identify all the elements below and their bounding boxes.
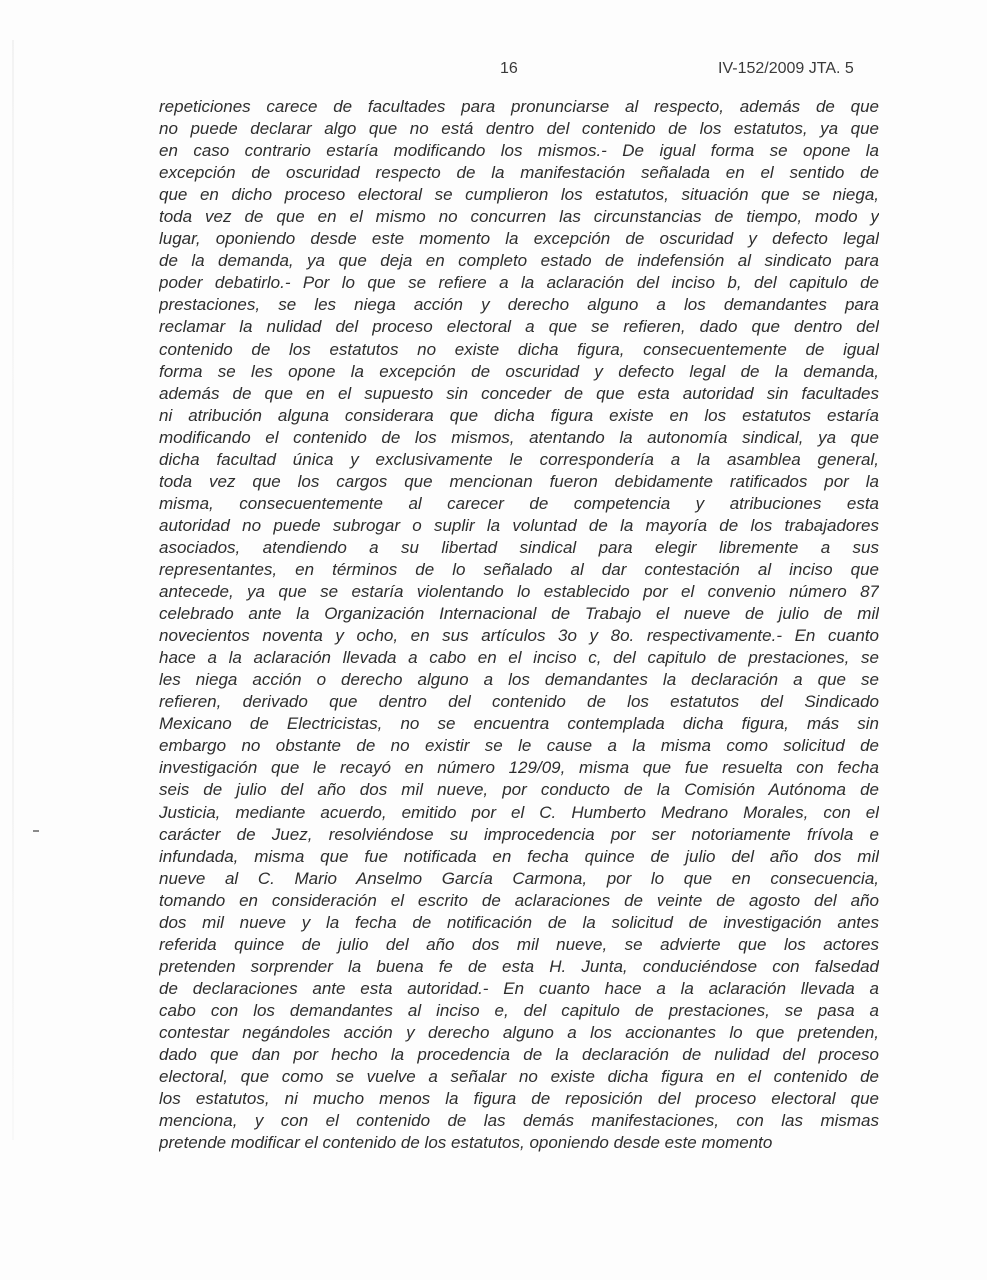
text-line: seis de julio del año dos mil nueve, por conducto de la Comisión Autónoma de	[159, 780, 879, 800]
text-line: asociados, atendiendo a su libertad sindical para elegir libremente a sus	[159, 537, 879, 557]
text-line: misma, consecuentemente al carecer de competencia y atribuciones esta	[159, 493, 879, 513]
text-line: toda vez que los cargos que mencionan fueron debidamente ratificados por la	[159, 471, 879, 491]
text-line: además de que en el supuesto sin conceder de que esta autoridad sin facultades	[159, 383, 879, 403]
document-reference: IV-152/2009 JTA. 5	[718, 60, 854, 77]
text-line: hace a la aclaración llevada a cabo en el inciso c, del capitulo de prestaciones, se	[159, 648, 879, 668]
text-line: menciona, y con el contenido de las demás manifestaciones, con las mismas	[159, 1111, 879, 1131]
page-number: 16	[500, 60, 518, 77]
text-line: que en dicho proceso electoral se cumplieron los estatutos, situación que se niega,	[159, 185, 879, 205]
text-line: toda vez de que en el mismo no concurren las circunstancias de tiempo, modo y	[159, 207, 879, 227]
text-line: autoridad no puede subrogar o suplir la voluntad de la mayoría de los trabajadores	[159, 515, 879, 535]
text-line: contenido de los estatutos no existe dicha figura, consecuentemente de igual	[159, 339, 879, 359]
text-line: investigación que le recayó en número 129/09, misma que fue resuelta con fecha	[159, 758, 879, 778]
scan-mark	[33, 830, 39, 832]
text-line: Justicia, mediante acuerdo, emitido por el C. Humberto Medrano Morales, con el	[159, 802, 879, 822]
text-line: tomando en consideración el escrito de aclaraciones de veinte de agosto del año	[159, 890, 879, 910]
text-line: cabo con los demandantes al inciso e, del capitulo de prestaciones, se pasa a	[159, 1000, 879, 1020]
text-line: les niega acción o derecho alguno a los demandantes la declaración a que se	[159, 670, 879, 690]
text-line: pretende modificar el contenido de los estatutos, oponiendo desde este momento	[159, 1133, 773, 1153]
text-line: dos mil nueve y la fecha de notificación de la solicitud de investigación antes	[159, 912, 879, 932]
text-line: Mexicano de Electricistas, no se encuentra contemplada dicha figura, más sin	[159, 714, 879, 734]
text-line: embargo no obstante de no existir se le cause a la misma como solicitud de	[159, 736, 879, 756]
text-line: representantes, en términos de lo señalado al dar contestación al inciso que	[159, 559, 879, 579]
text-line: dado que dan por hecho la procedencia de la declaración de nulidad del proceso	[159, 1045, 879, 1065]
text-line: en caso contrario estaría modificando los mismos.- De igual forma se opone la	[159, 141, 879, 161]
text-line: repeticiones carece de facultades para pronunciarse al respecto, además de que	[159, 97, 879, 116]
text-line: de la demanda, ya que deja en completo estado de indefensión al sindicato para	[159, 251, 879, 271]
text-line: celebrado ante la Organización Internacional de Trabajo el nueve de julio de mil	[159, 604, 879, 624]
text-line: nueve al C. Mario Anselmo García Carmona, por lo que en consecuencia,	[159, 868, 879, 888]
text-line: pretenden sorprender la buena fe de esta H. Junta, conduciéndose con falsedad	[159, 956, 879, 976]
text-line: ni atribución alguna considerara que dicha figura existe en los estatutos estaría	[159, 405, 879, 425]
text-line: los estatutos, ni mucho menos la figura de reposición del proceso electoral que	[159, 1089, 879, 1109]
text-line: electoral, que como se vuelve a señalar no existe dicha figura en el contenido de	[159, 1067, 879, 1087]
text-line: excepción de oscuridad respecto de la manifestación señalada en el sentido de	[159, 163, 879, 183]
text-line: reclamar la nulidad del proceso electoral a que se refieren, dado que dentro del	[159, 317, 879, 337]
text-line: novecientos noventa y ocho, en sus artículos 3o y 8o. respectivamente.- En cuanto	[159, 626, 879, 646]
text-line: antecede, ya que se estaría violentando lo establecido por el convenio número 87	[159, 582, 879, 602]
text-line: no puede declarar algo que no está dentro del contenido de los estatutos, ya que	[159, 119, 879, 139]
text-line: dicha facultad única y exclusivamente le correspondería a la asamblea general,	[159, 449, 879, 469]
scan-edge-shadow	[12, 40, 14, 1140]
text-line: infundada, misma que fue notificada en fecha quince de julio del año dos mil	[159, 846, 879, 866]
body-text	[159, 96, 879, 1154]
text-line: prestaciones, se les niega acción y derecho alguno a los demandantes para	[159, 295, 879, 315]
text-line: modificando el contenido de los mismos, atentando la autonomía sindical, ya que	[159, 427, 879, 447]
text-line: lugar, oponiendo desde este momento la excepción de oscuridad y defecto legal	[159, 229, 879, 249]
text-line: referida quince de julio del año dos mil nueve, se advierte que los actores	[159, 934, 879, 954]
text-line: carácter de Juez, resolviéndose su improcedencia por ser notoriamente frívola e	[159, 824, 879, 844]
text-line: contestar negándoles acción y derecho alguno a los accionantes lo que pretenden,	[159, 1022, 879, 1042]
text-line: de declaraciones ante esta autoridad.- En cuanto hace a la aclaración llevada a	[159, 978, 879, 998]
text-line: forma se les opone la excepción de oscuridad y defecto legal de la demanda,	[159, 361, 879, 381]
text-line: refieren, derivado que dentro del contenido de los estatutos del Sindicado	[159, 692, 879, 712]
text-line: poder debatirlo.- Por lo que se refiere a la aclaración del inciso b, del capitulo de	[159, 273, 879, 293]
